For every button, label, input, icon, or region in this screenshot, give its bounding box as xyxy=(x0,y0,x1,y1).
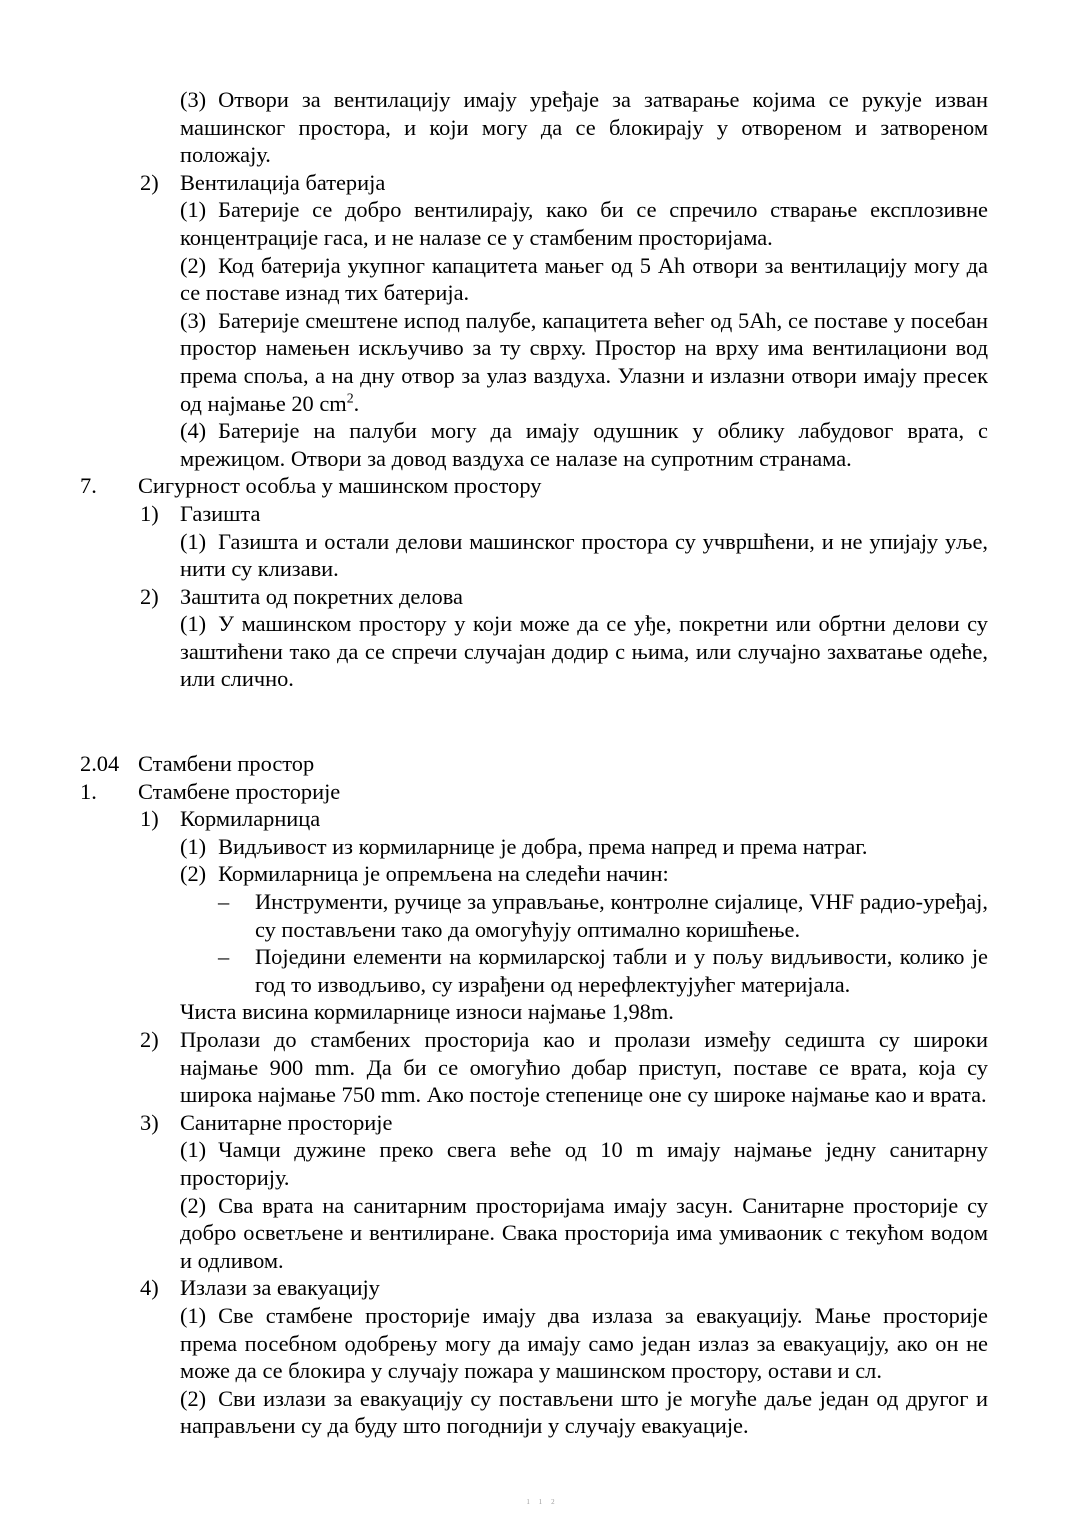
paragraph xyxy=(140,500,988,528)
paragraph-text: Чиста висина кормиларнице износи најмање 1,98m. xyxy=(180,999,674,1025)
paragraph-text: Заштита од покретних делова xyxy=(180,583,463,609)
subitem-number: (1) xyxy=(180,611,207,637)
paragraph xyxy=(180,86,988,169)
subitem-number: (3) xyxy=(180,307,207,333)
paragraph-text: Све стамбене просторије имају два излаза за евакуацију. Мање просторије према посебном одобрењу могу да имају само један излаз за евакуацију, ако он не може да се блокира у случају пожара у машинском простору, остави и сл. xyxy=(180,1302,988,1384)
paragraph xyxy=(218,943,988,998)
section-number: 1. xyxy=(80,778,97,804)
paragraph xyxy=(180,1385,988,1440)
paragraph xyxy=(180,998,988,1026)
dash-bullet: – xyxy=(218,889,230,915)
paragraph-text: Батерије се добро вентилирају, како би се спречило стварање експлозивне концентрације гаса, и не налазе се у стамбеним просторијама. xyxy=(180,197,988,250)
subitem-number: (2) xyxy=(180,1385,207,1411)
paragraph xyxy=(180,833,988,861)
section-spacer xyxy=(80,693,988,750)
paragraph-text: Видљивост из кормиларнице је добра, према напред и према натраг. xyxy=(218,833,868,859)
paragraph-text: Стамбене просторије xyxy=(138,778,341,804)
paragraph-text: Вентилација батерија xyxy=(180,169,386,195)
item-number: 1) xyxy=(140,500,159,526)
item-number: 1) xyxy=(140,806,159,832)
document-body xyxy=(80,86,988,1440)
paragraph-text: Пролази до стамбених просторија као и пролази између седишта су широки најмање 900 mm. Да би се омогућио добар приступ, поставе се врата, која су широка најмање 750 mm. Ако постоје степенице оне су широке најмање као и врата. xyxy=(180,1027,988,1108)
paragraph-text: Кормиларница xyxy=(180,806,321,832)
paragraph-text: Кормиларница је опремљена на следећи начин: xyxy=(218,861,669,887)
subitem-number: (2) xyxy=(180,1192,207,1218)
paragraph-text: Излази за евакуацију xyxy=(180,1275,380,1301)
paragraph xyxy=(140,1026,988,1109)
paragraph-text: Газишта и остали делови машинског простора су учвршћени, и не упијају уље, нити су клизави. xyxy=(180,528,988,582)
item-number: 2) xyxy=(140,169,159,195)
paragraph xyxy=(140,583,988,611)
subitem-number: (1) xyxy=(180,1302,207,1328)
paragraph xyxy=(180,610,988,693)
paragraph xyxy=(180,528,988,583)
paragraph xyxy=(180,417,988,472)
paragraph xyxy=(180,860,988,888)
paragraph xyxy=(80,778,988,806)
paragraph-text: Поједини елементи на кормиларској табли и у пољу видљивости, колико је год то изводљиво, су израђени од нерефлектујућег материјала. xyxy=(255,944,988,997)
paragraph-text: Отвори за вентилацију имају уређаје за затварање којима се рукује изван машинског простора, и који могу да се блокирају у отвореном и затвореном положају. xyxy=(180,87,988,168)
subitem-number: (1) xyxy=(180,528,207,554)
paragraph xyxy=(80,750,988,778)
paragraph-text: Инструменти, ручице за управљање, контролне сијалице, VHF радио-уређај, су постављени тако да омогућују оптимално коришћење. xyxy=(255,889,988,942)
subitem-number: (4) xyxy=(180,418,207,444)
paragraph-text: Батерије смештене испод палубе, капацитета већег од 5Ah, се поставе у посебан простор намењен искључиво за ту сврху. Простор на врху има вентилациони вод према споља, а на дну отвор за улаз ваздуха. Улазни и излазни отвори имају пресек од најмање 20 cm xyxy=(180,307,988,416)
paragraph-text: . xyxy=(353,390,360,416)
item-number: 2) xyxy=(140,583,159,609)
paragraph-text: Стамбени простор xyxy=(138,751,315,777)
paragraph xyxy=(80,472,988,500)
paragraph xyxy=(180,196,988,251)
paragraph xyxy=(140,1109,988,1137)
paragraph xyxy=(140,169,988,197)
section-number: 2.04 xyxy=(80,751,120,777)
paragraph xyxy=(140,805,988,833)
paragraph xyxy=(140,1274,988,1302)
paragraph-text: У машинском простору у који може да се уђе, покретни или обртни делови су заштићени тако да се спречи случајан додир с њима, или случајно захватање одеће, или слично. xyxy=(180,611,988,692)
paragraph xyxy=(180,252,988,307)
paragraph xyxy=(218,888,988,943)
paragraph xyxy=(180,1302,988,1385)
subitem-number: (1) xyxy=(180,1137,207,1163)
page-number: 112 xyxy=(526,1498,564,1506)
subitem-number: (2) xyxy=(180,252,207,278)
paragraph xyxy=(180,1192,988,1275)
paragraph-text: Чамци дужине преко свега веће од 10 m имају најмање једну санитарну просторију. xyxy=(180,1137,988,1190)
dash-bullet: – xyxy=(218,944,230,970)
paragraph-text: Санитарне просторије xyxy=(180,1109,393,1135)
paragraph xyxy=(180,307,988,417)
paragraph-text: Сви излази за евакуацију су постављени што је могуће даље један од другог и направљени су да буду што погоднији у случају евакуације. xyxy=(180,1385,988,1439)
paragraph-text: Газишта xyxy=(180,500,261,526)
item-number: 2) xyxy=(140,1027,159,1052)
item-number: 4) xyxy=(140,1275,159,1301)
subitem-number: (1) xyxy=(180,197,207,223)
superscript: 2 xyxy=(346,391,354,407)
paragraph-text: Код батерија укупног капацитета мањег од 5 Ah отвори за вентилацију могу да се поставе изнад тих батерија. xyxy=(180,252,988,306)
subitem-number: (2) xyxy=(180,861,207,887)
section-number: 7. xyxy=(80,473,97,499)
paragraph xyxy=(180,1136,988,1191)
subitem-number: (1) xyxy=(180,833,207,859)
paragraph-text: Батерије на палуби могу да имају одушник у облику лабудовог врата, с мрежицом. Отвори за довод ваздуха се налазе на супротним странама. xyxy=(180,418,988,471)
paragraph-text: Сигурност особља у машинском простору xyxy=(138,473,542,499)
paragraph-text: Сва врата на санитарним просторијама имају засун. Санитарне просторије су добро осветљене и вентилиране. Свака просторија има умиваоник с текућом водом и одливом. xyxy=(180,1192,988,1273)
item-number: 3) xyxy=(140,1109,159,1135)
subitem-number: (3) xyxy=(180,87,207,112)
